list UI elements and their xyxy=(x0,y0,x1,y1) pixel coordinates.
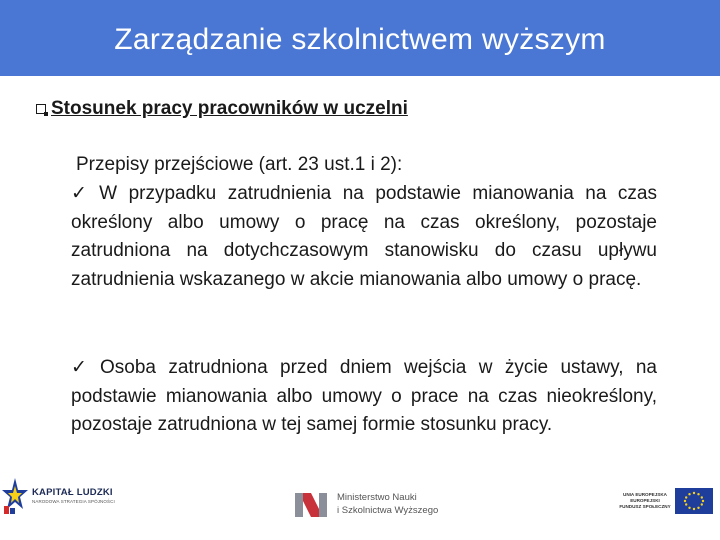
square-bullet-icon xyxy=(36,104,46,114)
section-heading xyxy=(36,98,408,120)
ministry-line1: Ministerstwo Nauki xyxy=(337,492,417,503)
eu-line1: UNIA EUROPEJSKA xyxy=(623,492,667,497)
eu-line2: EUROPEJSKI xyxy=(630,498,660,503)
ministry-line2: i Szkolnictwa Wyższego xyxy=(337,505,439,516)
kapital-ludzki-subtitle: NARODOWA STRATEGIA SPÓJNOŚCI xyxy=(32,499,115,504)
kapital-ludzki-star-icon xyxy=(2,476,28,516)
title-bar xyxy=(0,0,720,76)
paragraph-2 xyxy=(71,354,657,440)
slide-title: Zarządzanie szkolnictwem wyższym xyxy=(114,23,606,56)
eu-logo xyxy=(619,486,715,516)
ministry-mark-icon xyxy=(293,489,329,519)
paragraph-1-text: W przypadku zatrudnienia na podstawie mianowania na czas określony albo umowy o pracę na czas określony, pozostaje zatrudniona na dotychczasowym stanowisku do czasu upływu zatrudnienia wskazanego w akcie mianowania albo umowy o pracę. xyxy=(71,183,657,290)
paragraph-2-text: Osoba zatrudniona przed dniem wejścia w życie ustawy, na podstawie mianowania albo umowy o prace na czas nieokreślony, pozostaje zatrudniona w tej samej formie stosunku pracy. xyxy=(71,357,657,435)
eu-line3: FUNDUSZ SPOŁECZNY xyxy=(619,504,671,509)
eu-flag-icon xyxy=(675,488,713,514)
kapital-ludzki-logo xyxy=(2,474,132,518)
section-heading-label: Stosunek pracy pracowników w uczelni xyxy=(51,98,408,119)
ministry-logo xyxy=(293,484,443,524)
paragraph-1 xyxy=(71,180,657,294)
checkmark-icon: ✓ xyxy=(71,357,95,378)
kapital-ludzki-title: KAPITAŁ LUDZKI xyxy=(32,486,113,498)
checkmark-icon: ✓ xyxy=(71,183,94,204)
intro-text: Przepisy przejściowe (art. 23 ust.1 i 2): xyxy=(76,154,403,175)
